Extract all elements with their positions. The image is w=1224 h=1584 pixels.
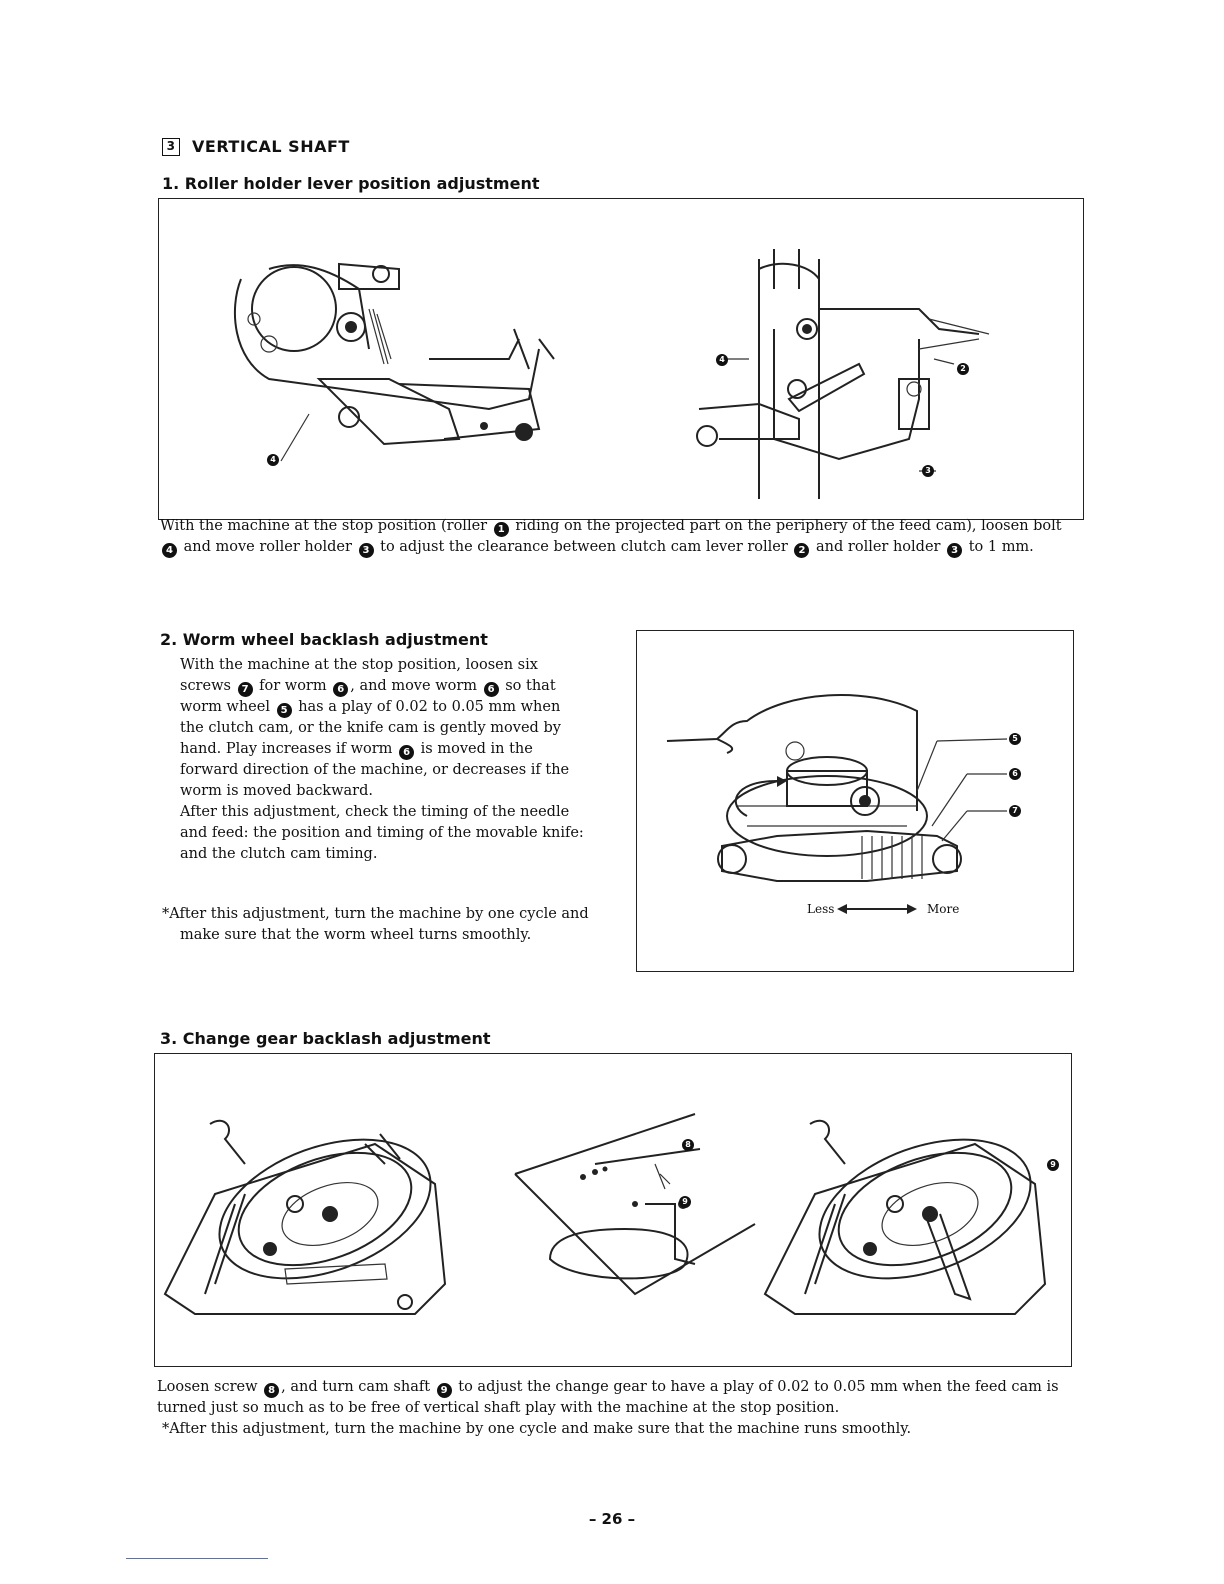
worm-wheel-illustration	[637, 631, 1075, 973]
ref-screw: 8	[264, 1383, 279, 1398]
section-heading	[162, 137, 350, 156]
sub3-text: Loosen screw 8 , and turn cam shaft 9 to adjust the change gear to have a play of 0.02 to 0.05 mm when the feed cam is turned just so much as to be free of vertical shaft play with the machine at the stop position.	[157, 1379, 1059, 1416]
sub3-heading: 3. Change gear backlash adjustment	[160, 1029, 491, 1048]
callout-camshaft-right: 9	[1047, 1159, 1059, 1171]
ref-screws: 7	[238, 682, 253, 697]
footer-rule	[126, 1558, 268, 1559]
figure-roller-holder	[158, 198, 1084, 520]
callout-roller: 2	[957, 363, 969, 375]
sub1-text: With the machine at the stop position (roller 1 riding on the projected part on the periphery of the feed cam), loosen bolt 4 and move roller holder 3 to adjust the clearance between clutch cam lever roller 2 and roller holder 3 to 1 mm.	[160, 518, 1062, 556]
callout-screw-mid: 8	[682, 1139, 694, 1151]
callout-worm-wheel: 5	[1009, 733, 1021, 745]
ref-worm-3: 6	[399, 745, 414, 760]
page-number: – 26 –	[588, 1510, 636, 1528]
change-gear-illustration	[155, 1054, 1073, 1368]
callout-roller-holder: 3	[922, 465, 934, 477]
ref-clutch-roller: 2	[794, 543, 809, 558]
less-label: Less	[807, 902, 835, 916]
more-label: More	[927, 902, 960, 916]
roller-holder-illustration	[159, 199, 1085, 521]
ref-bolt: 4	[162, 543, 177, 558]
ref-worm: 6	[333, 682, 348, 697]
section-title: VERTICAL SHAFT	[192, 137, 350, 156]
sub2-body	[180, 655, 584, 865]
ref-roller: 1	[494, 522, 509, 537]
sub2-heading: 2. Worm wheel backlash adjustment	[160, 630, 488, 649]
section-number: 3	[162, 138, 180, 156]
sub2-text: With the machine at the stop position, loosen six screws 7 for worm 6 , and move worm 6 so that worm wheel 5 has a play of 0.02 to 0.05 mm when the clutch cam, or the knife cam is gently moved by hand. Play increases if worm 6 is moved in the forward direction of the machine, or decreases if the worm is moved backward.	[180, 657, 570, 799]
ref-roller-holder-2: 3	[947, 543, 962, 558]
ref-cam-shaft: 9	[437, 1383, 452, 1398]
sub3-note: *After this adjustment, turn the machine by one cycle and make sure that the machine runs smoothly.	[162, 1421, 912, 1437]
ref-worm-2: 6	[484, 682, 499, 697]
ref-worm-wheel: 5	[277, 703, 292, 718]
figure-change-gear	[154, 1053, 1072, 1367]
callout-worm: 6	[1009, 768, 1021, 780]
sub2-after: After this adjustment, check the timing of the needle and feed: the position and timing of the movable knife: and the clutch cam timing.	[180, 804, 584, 862]
sub1-heading: 1. Roller holder lever position adjustment	[162, 174, 540, 193]
callout-camshaft-mid: 9	[679, 1196, 691, 1208]
sub2-note: *After this adjustment, turn the machine by one cycle and make sure that the worm wheel turns smoothly.	[162, 906, 589, 943]
callout-bolt-right: 4	[716, 354, 728, 366]
callout-bolt-left: 4	[267, 454, 279, 466]
figure-worm-wheel	[636, 630, 1074, 972]
callout-screws: 7	[1009, 805, 1021, 817]
ref-roller-holder: 3	[359, 543, 374, 558]
